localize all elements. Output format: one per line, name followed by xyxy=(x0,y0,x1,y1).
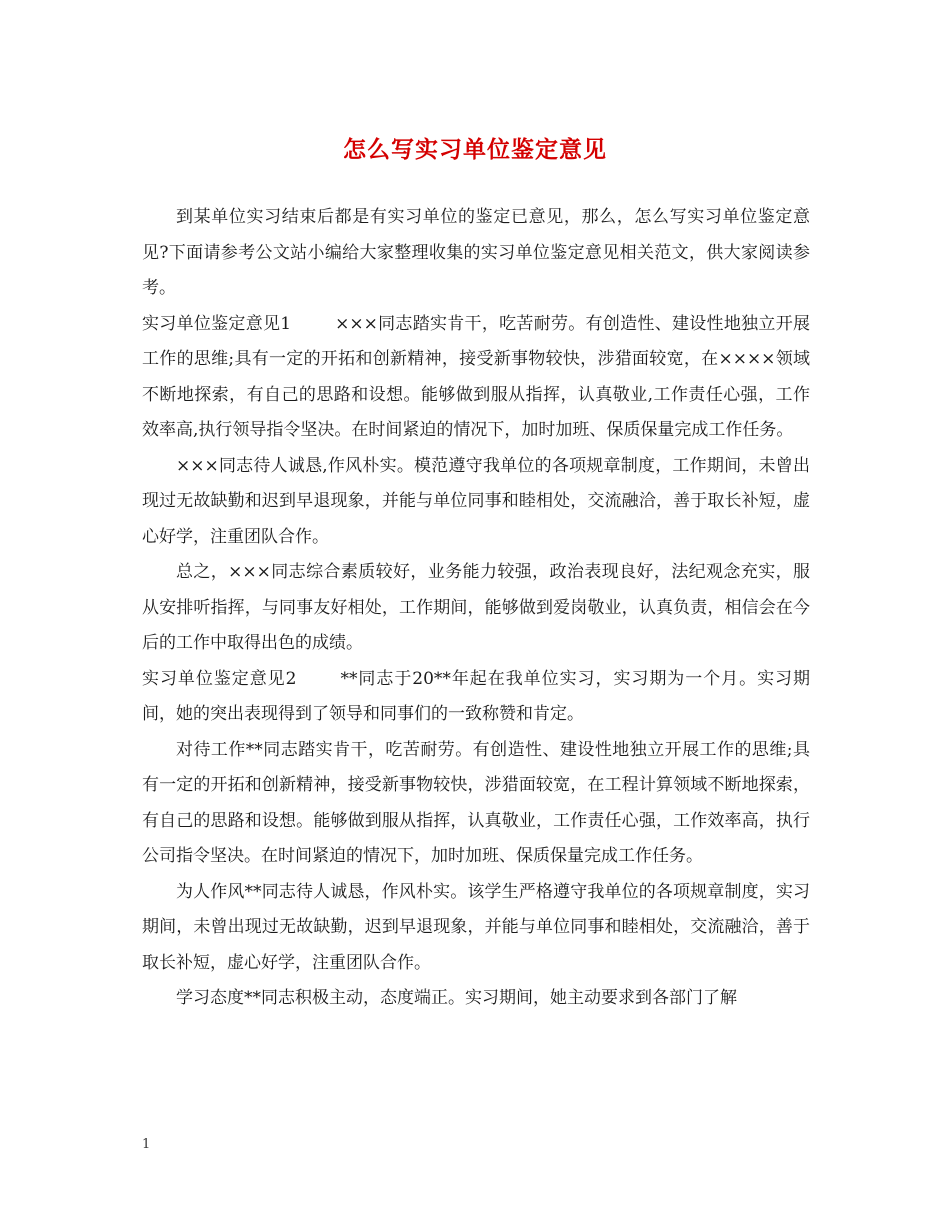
document-title: 怎么写实习单位鉴定意见 xyxy=(343,136,607,163)
opinion-1-paragraph xyxy=(142,307,810,449)
opinion-1-conduct-paragraph: ×××同志待人诚恳,作风朴实。模范遵守我单位的各项规章制度，工作期间，未曾出现过无故缺勤和迟到早退现象，并能与单位同事和睦相处，交流融洽，善于取长补短，虚心好学，注重团队合作。 xyxy=(142,455,810,547)
opinion-1-summary-paragraph: 总之，×××同志综合素质较好，业务能力较强，政治表现良好，法纪观念充实，服从安排听指挥，与同事友好相处，工作期间，能够做到爱岗敬业，认真负责，相信会在今后的工作中取得出色的成绩。 xyxy=(142,562,810,653)
opinion-2-heading: 实习单位鉴定意见2 xyxy=(142,668,297,689)
intro-paragraph: 到某单位实习结束后都是有实习单位的鉴定已意见，那么，怎么写实习单位鉴定意见?下面请参考公文站小编给大家整理收集的实习单位鉴定意见相关范文，供大家阅读参考。 xyxy=(142,207,810,298)
opinion-2-paragraph xyxy=(142,662,810,733)
opinion-2-attitude-paragraph: 学习态度**同志积极主动，态度端正。实习期间，她主动要求到各部门了解 xyxy=(176,988,737,1008)
opinion-2-work-paragraph: 对待工作**同志踏实肯干，吃苦耐劳。有创造性、建设性地独立开展工作的思维;具有一定的开拓和创新精神，接受新事物较快，涉猎面较宽，在工程计算领域不断地探索，有自己的思路和设想。能够做到服从指挥，认真敬业，工作责任心强，工作效率高，执行公司指令坚决。在时间紧迫的情况下，加时加班、保质保量完成工作任务。 xyxy=(142,739,810,866)
opinion-2-text: **同志于20**年起在我单位实习，实习期为一个月。实习期间，她的突出表现得到了领导和同事们的一致称赞和肯定。 xyxy=(142,668,810,724)
page-number: 1 xyxy=(142,1137,151,1152)
document-body xyxy=(142,200,810,1017)
opinion-1-heading: 实习单位鉴定意见1 xyxy=(142,313,292,334)
opinion-1-text: ×××同志踏实肯干，吃苦耐劳。有创造性、建设性地独立开展工作的思维;具有一定的开拓和创新精神，接受新事物较快，涉猎面较宽，在××××领域不断地探索，有自己的思路和设想。能够做到服从指挥，认真敬业,工作责任心强，工作效率高,执行领导指令坚决。在时间紧迫的情况下，加时加班、保质保量完成工作任务。 xyxy=(142,313,810,440)
opinion-2-conduct-paragraph: 为人作风**同志待人诚恳，作风朴实。该学生严格遵守我单位的各项规章制度，实习期间，未曾出现过无故缺勤，迟到早退现象，并能与单位同事和睦相处，交流融洽，善于取长补短，虚心好学，注重团队合作。 xyxy=(142,881,810,973)
